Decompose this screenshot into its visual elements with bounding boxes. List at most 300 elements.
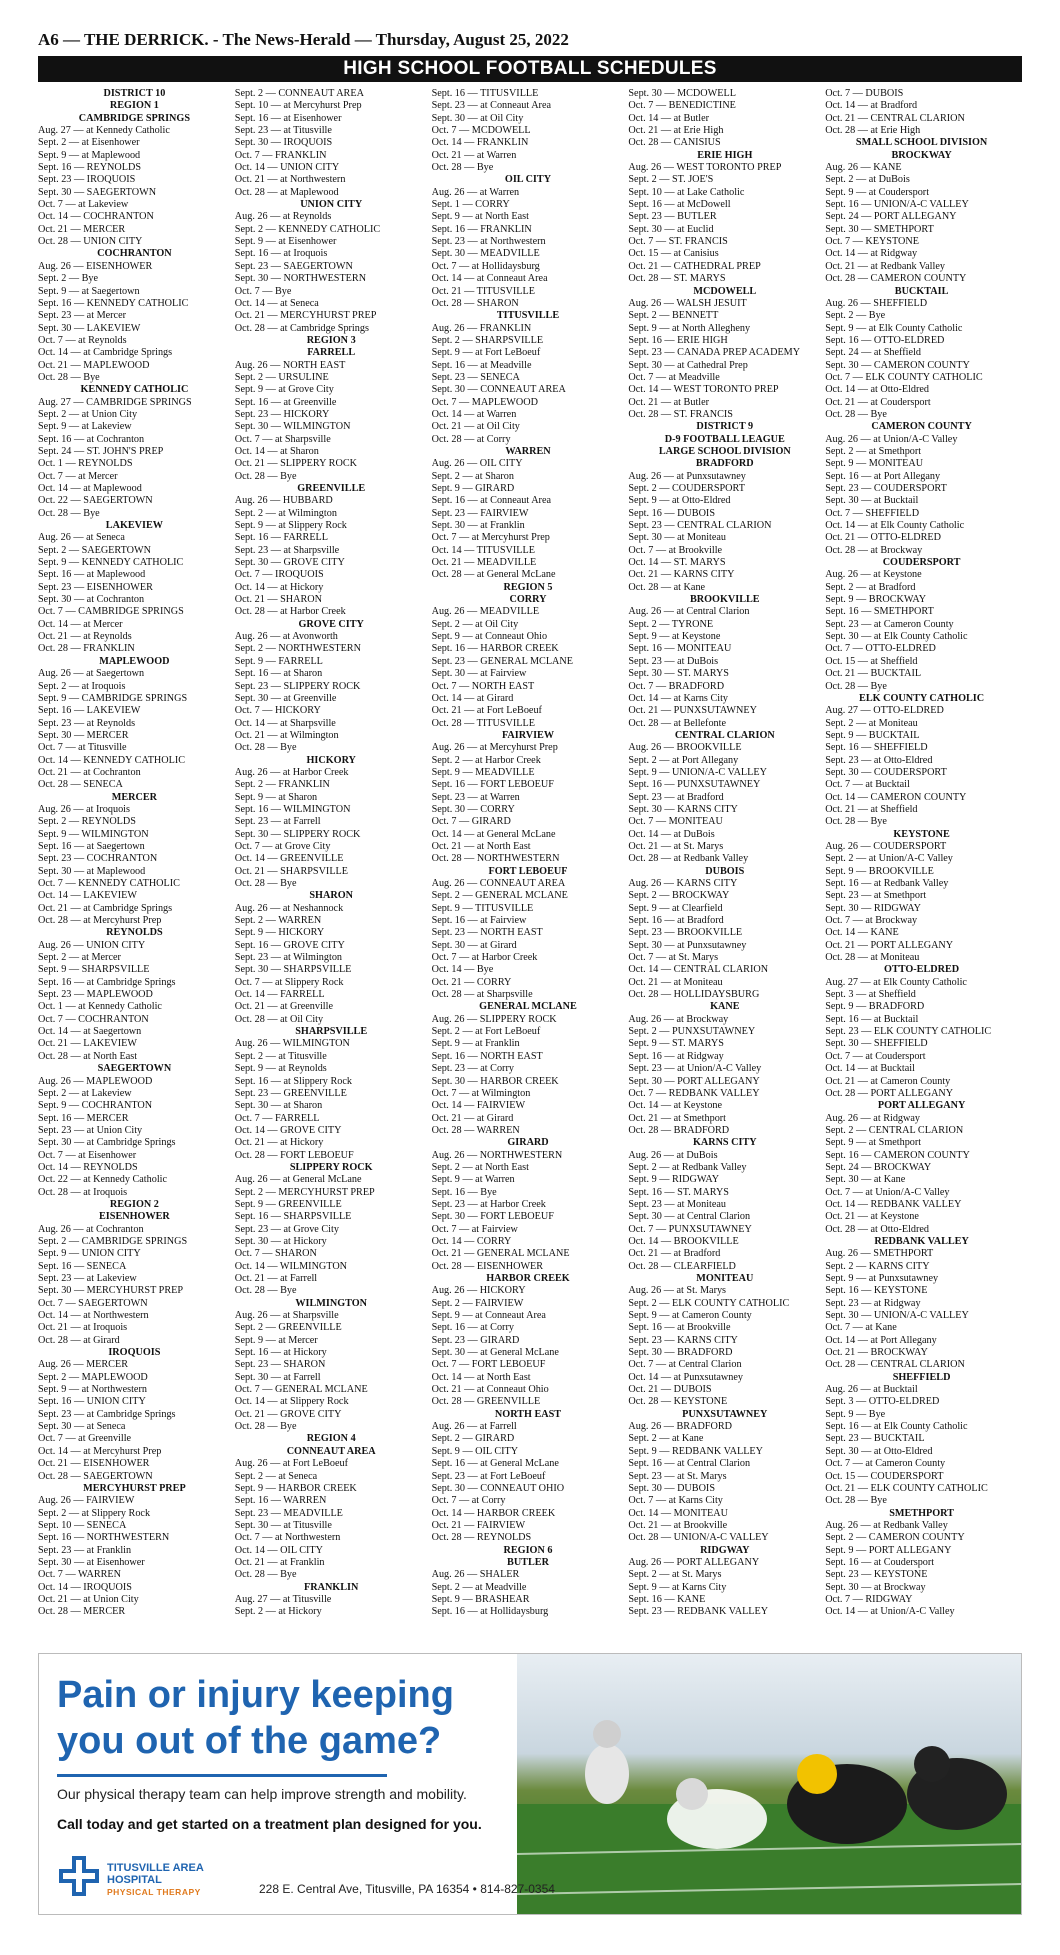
schedule-line: Oct. 14 — ST. MARYS	[628, 557, 726, 569]
schedule-heading: SLIPPERY ROCK	[289, 1161, 373, 1173]
schedule-heading: REDBANK VALLEY	[874, 1235, 969, 1247]
schedule-line: Oct. 7 — NORTH EAST	[431, 680, 535, 692]
schedule-line: Sept. 2 — at Meadville	[431, 1581, 527, 1593]
schedule-line: Oct. 14 — at General McLane	[431, 828, 556, 840]
schedule-line: Sept. 30 — CONNEAUT OHIO	[431, 1482, 565, 1494]
schedule-line: Sept. 9 — at Reynolds	[234, 1063, 327, 1075]
schedule-line: Sept. 9 — WILMINGTON	[38, 828, 149, 840]
schedule-line: Sept. 9 — OIL CITY	[431, 1445, 519, 1457]
schedule-line: Sept. 9 — Bye	[825, 1408, 886, 1420]
schedule-line: Aug. 26 — SHEFFIELD	[825, 297, 928, 309]
medical-cross-icon	[57, 1854, 101, 1898]
schedule-line: Sept. 16 — at Elk County Catholic	[825, 1421, 968, 1433]
schedule-heading: SHARON	[309, 890, 353, 902]
schedule-line: Oct. 7 — at St. Marys	[628, 952, 719, 964]
schedule-heading: PORT ALLEGANY	[877, 1100, 966, 1112]
schedule-heading: COCHRANTON	[97, 248, 172, 260]
schedule-line: Sept. 16 — NORTH EAST	[431, 1050, 543, 1062]
schedule-line: Aug. 26 — at Warren	[431, 186, 520, 198]
schedule-line: Aug. 26 — at Farrell	[431, 1421, 517, 1433]
ad-divider	[57, 1774, 387, 1777]
schedule-heading: LAKEVIEW	[105, 520, 163, 532]
schedule-line: Sept. 2 — CAMERON COUNTY	[825, 1532, 965, 1544]
schedule-line: Sept. 23 — SLIPPERY ROCK	[234, 680, 361, 692]
schedule-line: Sept. 9 — at Punxsutawney	[825, 1273, 939, 1284]
schedule-line: Oct. 28 — at Girard	[38, 1334, 120, 1346]
schedule-line: Oct. 28 — at Kane	[628, 581, 706, 593]
schedule-line: Oct. 7 — KEYSTONE	[825, 236, 919, 248]
schedule-line: Sept. 23 — IROQUOIS	[38, 174, 136, 186]
schedule-line: Aug. 26 — MERCER	[38, 1359, 128, 1371]
schedule-line: Oct. 14 — at Seneca	[234, 297, 319, 309]
schedule-line: Sept. 2 — at Union/A-C Valley	[825, 853, 953, 865]
section-banner: HIGH SCHOOL FOOTBALL SCHEDULES	[38, 56, 1022, 82]
schedule-heading: GIRARD	[507, 1137, 549, 1149]
schedule-line: Sept. 24 — at Sheffield	[825, 347, 921, 359]
schedule-line: Sept. 23 — at Union City	[38, 1124, 143, 1136]
schedule-line: Aug. 26 — at Brockway	[628, 1013, 729, 1025]
schedule-line: Oct. 28 — at Brockway	[825, 544, 923, 556]
schedule-line: Sept. 2 — at Harbor Creek	[431, 754, 541, 766]
schedule-line: Oct. 28 — at Moniteau	[825, 952, 920, 964]
schedule-line: Oct. 28 — at Redbank Valley	[628, 853, 749, 865]
schedule-line: Sept. 9 — KENNEDY CATHOLIC	[38, 557, 184, 569]
schedule-line: Sept. 9 — GIRARD	[431, 483, 515, 494]
schedule-line: Sept. 23 — GENERAL MCLANE	[431, 655, 573, 667]
schedule-line: Sept. 10 — at Mercyhurst Prep	[234, 100, 362, 112]
schedule-line: Oct. 7 — at Slippery Rock	[234, 976, 344, 988]
schedule-line: Oct. 21 — KARNS CITY	[628, 569, 735, 581]
schedule-line: Sept. 30 — at Brockway	[825, 1581, 926, 1593]
schedule-line: Sept. 9 — at Keystone	[628, 631, 721, 643]
schedule-line: Oct. 14 — at Northwestern	[38, 1310, 149, 1322]
schedule-line: Aug. 26 — EISENHOWER	[38, 260, 153, 272]
schedule-line: Sept. 16 — at Ridgway	[628, 1050, 724, 1062]
schedule-line: Sept. 9 — at Northwestern	[38, 1384, 147, 1396]
schedule-line: Oct. 21 — at Brookville	[628, 1519, 728, 1531]
schedule-line: Oct. 1 — REYNOLDS	[38, 458, 133, 470]
schedule-line: Sept. 2 — at Iroquois	[38, 680, 126, 692]
schedule-heading: HARBOR CREEK	[486, 1273, 570, 1284]
schedule-line: Sept. 2 — SHARPSVILLE	[431, 334, 544, 346]
schedule-line: Sept. 16 — REYNOLDS	[38, 162, 142, 174]
schedule-line: Sept. 16 — at Corry	[431, 1322, 514, 1334]
schedule-line: Oct. 14 — at Punxsutawney	[628, 1371, 743, 1383]
schedule-line: Aug. 26 — at Bucktail	[825, 1384, 918, 1396]
schedule-line: Oct. 28 — SHARON	[431, 297, 519, 309]
schedule-line: Sept. 23 — GREENVILLE	[234, 1087, 347, 1099]
schedule-line: Oct. 14 — at Keystone	[628, 1100, 723, 1112]
schedule-heading: REGION 3	[306, 334, 356, 346]
schedule-line: Sept. 23 — FAIRVIEW	[431, 507, 529, 519]
schedule-line: Sept. 9 — at Franklin	[431, 1038, 520, 1050]
schedule-line: Sept. 30 — at Central Clarion	[628, 1211, 751, 1223]
schedule-line: Oct. 7 — MCDOWELL	[431, 125, 531, 137]
schedule-line: Oct. 14 — KENNEDY CATHOLIC	[38, 754, 186, 766]
schedule-line: Sept. 23 — KEYSTONE	[825, 1569, 928, 1581]
schedule-line: Oct. 21 — at Reynolds	[38, 631, 132, 643]
schedule-line: Sept. 2 — WARREN	[234, 915, 322, 927]
schedule-line: Oct. 14 — CENTRAL CLARION	[628, 964, 769, 976]
schedule-heading: HICKORY	[306, 754, 356, 766]
schedule-line: Oct. 28 — Bye	[825, 1495, 887, 1507]
schedule-line: Oct. 28 — SAEGERTOWN	[38, 1470, 153, 1482]
schedule-line: Sept. 30 — at Girard	[431, 939, 517, 951]
schedule-line: Oct. 21 — CATHEDRAL PREP	[628, 260, 761, 272]
schedule-line: Sept. 30 — at Farrell	[234, 1371, 321, 1383]
schedule-line: Oct. 14 — at Bucktail	[825, 1063, 915, 1075]
schedule-line: Sept. 9 — at Conneaut Ohio	[431, 631, 548, 643]
schedule-line: Sept. 16 — LAKEVIEW	[38, 705, 141, 717]
schedule-line: Sept. 30 — COUDERSPORT	[825, 766, 947, 778]
schedule-line: Sept. 30 — at Cathedral Prep	[628, 359, 748, 371]
schedule-line: Oct. 21 — SHARON	[234, 594, 322, 606]
football-players-illustration	[517, 1654, 1022, 1915]
schedule-line: Sept. 30 — FORT LEBOEUF	[431, 1211, 554, 1223]
schedule-line: Sept. 30 — HARBOR CREEK	[431, 1075, 559, 1087]
schedule-line: Oct. 15 — at Sheffield	[825, 655, 918, 667]
schedule-line: Sept. 23 — at Lakeview	[38, 1273, 137, 1284]
schedule-line: Oct. 7 — at Central Clarion	[628, 1359, 742, 1371]
schedule-line: Sept. 9 — COCHRANTON	[38, 1100, 153, 1112]
schedule-line: Sept. 16 — UNION/A-C VALLEY	[825, 199, 969, 211]
schedule-line: Sept. 2 — at Lakeview	[38, 1087, 132, 1099]
schedule-line: Sept. 23 — NORTH EAST	[431, 927, 543, 939]
schedule-line: Sept. 16 — MERCER	[38, 1112, 129, 1124]
schedule-line: Oct. 28 — at Harbor Creek	[234, 606, 346, 618]
schedule-line: Sept. 30 — at Greenville	[234, 692, 337, 704]
schedule-heading: REGION 1	[109, 100, 159, 112]
schedule-line: Oct. 14 — OIL CITY	[234, 1544, 323, 1556]
schedule-line: Aug. 26 — at Central Clarion	[628, 606, 750, 618]
schedule-line: Aug. 26 — HUBBARD	[234, 495, 333, 507]
schedule-line: Oct. 7 — at Karns City	[628, 1495, 723, 1507]
hospital-name: TITUSVILLE AREA HOSPITAL	[107, 1862, 204, 1886]
schedule-heading: CORRY	[509, 594, 547, 606]
schedule-line: Oct. 14 — at Saegertown	[38, 1026, 142, 1038]
schedule-heading: SHEFFIELD	[892, 1371, 951, 1383]
schedule-line: Oct. 7 — PUNXSUTAWNEY	[628, 1223, 752, 1235]
schedule-line: Oct. 14 — UNION CITY	[234, 162, 340, 174]
schedule-heading: CAMBRIDGE SPRINGS	[78, 112, 191, 124]
schedule-line: Aug. 26 — FRANKLIN	[431, 322, 532, 334]
schedule-line: Oct. 14 — at Port Allegany	[825, 1334, 937, 1346]
schedule-line: Oct. 7 — GENERAL MCLANE	[234, 1384, 368, 1396]
schedule-line: Oct. 28 — Bye	[825, 680, 887, 692]
schedule-line: Oct. 21 — DUBOIS	[628, 1384, 712, 1396]
schedule-line: Oct. 28 — Bye	[234, 470, 297, 482]
schedule-line: Oct. 28 — BRADFORD	[628, 1124, 730, 1136]
schedule-line: Oct. 28 — Bye	[234, 878, 297, 889]
schedule-line: Sept. 9 — CAMBRIDGE SPRINGS	[38, 692, 188, 704]
schedule-line: Sept. 9 — MEADVILLE	[431, 766, 535, 778]
schedule-line: Oct. 21 — CENTRAL CLARION	[825, 112, 965, 124]
schedule-line: Oct. 7 — SAEGERTOWN	[38, 1297, 148, 1309]
schedule-line: Oct. 21 — at Bradford	[628, 1248, 721, 1260]
schedule-line: Sept. 9 — at Cameron County	[628, 1310, 752, 1322]
schedule-line: Oct. 28 — at General McLane	[431, 569, 556, 581]
schedule-line: Sept. 16 — at Greenville	[234, 396, 337, 408]
schedule-line: Oct. 28 — Bye	[234, 1285, 297, 1297]
schedule-line: Oct. 21 — at Moniteau	[628, 976, 723, 988]
schedule-line: Sept. 23 — HICKORY	[234, 408, 330, 420]
schedule-heading: BUCKTAIL	[894, 285, 949, 297]
schedule-line: Oct. 14 — MONITEAU	[628, 1507, 728, 1519]
schedule-heading: KENNEDY CATHOLIC	[80, 384, 189, 396]
schedule-line: Sept. 23 — at Otto-Eldred	[825, 754, 933, 766]
schedule-line: Oct. 28 — Bye	[234, 1421, 297, 1433]
ad-call-to-action: Call today and get started on a treatment plan designed for you.	[57, 1816, 482, 1832]
schedule-line: Oct. 21 — LAKEVIEW	[38, 1038, 138, 1050]
schedule-line: Sept. 9 — at Mercer	[234, 1334, 318, 1346]
schedule-line: Oct. 28 — CLEARFIELD	[628, 1260, 736, 1272]
schedule-line: Oct. 21 — CORRY	[431, 976, 512, 988]
schedule-line: Sept. 9 — at Karns City	[628, 1581, 727, 1593]
schedule-line: Sept. 23 — at Corry	[431, 1063, 514, 1075]
schedule-heading: EISENHOWER	[99, 1211, 170, 1223]
schedule-line: Sept. 16 — KEYSTONE	[825, 1285, 928, 1297]
football-photo	[517, 1654, 1022, 1915]
schedule-line: Oct. 28 — FORT LEBOEUF	[234, 1149, 354, 1161]
schedule-line: Oct. 21 — at Northwestern	[234, 174, 346, 186]
schedule-heading: MONITEAU	[696, 1273, 754, 1284]
schedule-line: Oct. 7 — at Bucktail	[825, 779, 910, 791]
schedule-line: Sept. 30 — at Titusville	[234, 1519, 332, 1531]
schedule-line: Sept. 24 — PORT ALLEGANY	[825, 211, 957, 223]
schedule-line: Oct. 28 — at Corry	[431, 433, 511, 445]
ad-headline: Pain or injury keeping you out of the game?	[57, 1674, 454, 1762]
schedule-line: Aug. 26 — WILMINGTON	[234, 1038, 350, 1050]
schedule-line: Aug. 26 — at Mercyhurst Prep	[431, 742, 558, 754]
schedule-line: Oct. 7 — at Titusville	[38, 742, 127, 754]
schedule-heading: DISTRICT 9	[696, 421, 754, 433]
schedule-line: Sept. 2 — at Moniteau	[825, 717, 918, 729]
schedule-line: Oct. 7 — at Mercyhurst Prep	[431, 532, 550, 544]
schedule-line: Oct. 14 — at Karns City	[628, 692, 728, 704]
schedule-line: Sept. 16 — at Meadville	[431, 359, 532, 371]
schedule-heading: DUBOIS	[705, 865, 745, 877]
schedule-heading: COUDERSPORT	[882, 557, 961, 569]
schedule-line: Oct. 21 — at Wilmington	[234, 729, 339, 741]
schedule-line: Oct. 21 — at Erie High	[628, 125, 724, 137]
schedule-line: Oct. 7 — FARRELL	[234, 1112, 320, 1124]
schedule-line: Oct. 7 — at Reynolds	[38, 334, 127, 346]
schedule-line: Oct. 7 — COCHRANTON	[38, 1013, 149, 1025]
schedule-line: Sept. 2 — at Fort LeBoeuf	[431, 1026, 541, 1038]
schedule-line: Sept. 30 — at Eisenhower	[38, 1556, 145, 1568]
schedule-line: Sept. 9 — at Warren	[431, 1174, 515, 1186]
schedule-line: Oct. 21 — PUNXSUTAWNEY	[628, 705, 757, 717]
schedule-line: Oct. 14 — at Slippery Rock	[234, 1396, 349, 1408]
schedule-line: Sept. 16 — at Maplewood	[38, 569, 146, 581]
schedule-line: Sept. 2 — at Mercer	[38, 952, 121, 964]
schedule-line: Oct. 21 — at St. Marys	[628, 840, 724, 852]
schedule-line: Oct. 21 — TITUSVILLE	[431, 285, 535, 297]
schedule-line: Aug. 26 — UNION CITY	[38, 939, 146, 951]
schedule-line: Sept. 23 — GIRARD	[431, 1334, 520, 1346]
schedule-line: Sept. 16 — UNION CITY	[38, 1396, 146, 1408]
schedule-line: Oct. 14 — at Elk County Catholic	[825, 520, 965, 532]
schedule-line: Sept. 23 — REDBANK VALLEY	[628, 1606, 769, 1618]
schedule-line: Sept. 16 — Bye	[431, 1186, 497, 1198]
schedule-line: Aug. 26 — at Neshannock	[234, 902, 344, 914]
schedule-heading: FARRELL	[307, 347, 356, 359]
schedule-line: Sept. 9 — HARBOR CREEK	[234, 1482, 357, 1494]
schedule-line: Sept. 2 — Bye	[38, 273, 98, 285]
schedule-line: Oct. 21 — MERCYHURST PREP	[234, 310, 377, 322]
schedule-line: Sept. 30 — at Oil City	[431, 112, 524, 124]
schedule-line: Oct. 21 — at Hickory	[234, 1137, 324, 1149]
schedule-heading: KEYSTONE	[893, 828, 950, 840]
schedule-line: Oct. 21 — BROCKWAY	[825, 1347, 928, 1359]
schedule-line: Oct. 21 — at Iroquois	[38, 1322, 128, 1334]
schedule-line: Sept. 16 — SHEFFIELD	[825, 742, 928, 754]
schedule-heading: CENTRAL CLARION	[674, 729, 775, 741]
schedule-line: Oct. 21 — at Smethport	[628, 1112, 727, 1124]
schedule-line: Sept. 2 — COUDERSPORT	[628, 483, 745, 494]
schedule-line: Oct. 14 — FRANKLIN	[431, 137, 529, 149]
schedule-line: Oct. 7 — BENEDICTINE	[628, 100, 736, 112]
schedule-line: Sept. 9 — at Fort LeBoeuf	[431, 347, 541, 359]
schedule-line: Sept. 2 — GREENVILLE	[234, 1322, 342, 1334]
column-2	[235, 88, 432, 1618]
schedule-line: Oct. 28 — Bye	[38, 371, 100, 383]
schedule-line: Aug. 26 — FAIRVIEW	[38, 1495, 135, 1507]
schedule-heading: CAMERON COUNTY	[871, 421, 972, 433]
schedule-line: Oct. 21 — at Cochranton	[38, 766, 141, 778]
schedule-line: Sept. 2 — FAIRVIEW	[431, 1297, 524, 1309]
schedule-line: Oct. 14 — at Mercyhurst Prep	[38, 1445, 162, 1457]
schedule-line: Sept. 30 — SHARPSVILLE	[234, 964, 352, 976]
schedule-heading: MAPLEWOOD	[99, 655, 170, 667]
schedule-line: Sept. 23 — SAEGERTOWN	[234, 260, 353, 272]
schedule-line: Sept. 16 — at Cochranton	[38, 433, 145, 445]
schedule-line: Oct. 7 — at Coudersport	[825, 1050, 926, 1062]
schedule-line: Oct. 21 — EISENHOWER	[38, 1458, 150, 1470]
schedule-line: Oct. 14 — HARBOR CREEK	[431, 1507, 556, 1519]
schedule-heading: REGION 5	[503, 581, 553, 593]
schedule-line: Sept. 2 — at Slippery Rock	[38, 1507, 151, 1519]
schedule-line: Oct. 14 — at Ridgway	[825, 248, 918, 260]
schedule-line: Aug. 26 — KANE	[825, 162, 902, 174]
schedule-line: Sept. 30 — at Cambridge Springs	[38, 1137, 176, 1149]
schedule-line: Sept. 2 — at DuBois	[825, 174, 910, 186]
schedule-heading: SMALL SCHOOL DIVISION	[855, 137, 988, 149]
schedule-line: Sept. 30 — BRADFORD	[628, 1347, 733, 1359]
schedule-line: Sept. 23 — KARNS CITY	[628, 1334, 738, 1346]
schedule-line: Sept. 9 — BUCKTAIL	[825, 729, 920, 741]
schedule-line: Sept. 23 — at Ridgway	[825, 1297, 921, 1309]
schedule-line: Oct. 21 — at Oil City	[431, 421, 520, 433]
schedule-heading: RIDGWAY	[700, 1544, 750, 1556]
schedule-heading: IROQUOIS	[108, 1347, 161, 1359]
schedule-line: Sept. 23 — COCHRANTON	[38, 853, 158, 865]
schedule-line: Sept. 30 — MCDOWELL	[628, 88, 736, 99]
schedule-line: Sept. 2 — FRANKLIN	[234, 779, 330, 791]
schedule-line: Sept. 16 — PUNXSUTAWNEY	[628, 779, 761, 791]
schedule-line: Aug. 26 — MAPLEWOOD	[38, 1075, 153, 1087]
schedule-line: Aug. 26 — at Seneca	[38, 532, 125, 544]
schedule-line: Sept. 16 — at Sharon	[234, 668, 323, 680]
schedule-line: Sept. 30 — MEADVILLE	[431, 248, 540, 260]
schedule-line: Sept. 16 — at General McLane	[431, 1458, 559, 1470]
schedule-line: Oct. 7 — BRADFORD	[628, 680, 725, 692]
schedule-line: Aug. 26 — at Punxsutawney	[628, 470, 746, 482]
schedule-line: Sept. 30 — at Fairview	[431, 668, 527, 680]
schedule-line: Oct. 21 — at Conneaut Ohio	[431, 1384, 549, 1396]
schedule-line: Sept. 24 — BROCKWAY	[825, 1161, 932, 1173]
schedule-line: Aug. 26 — COUDERSPORT	[825, 840, 947, 852]
schedule-line: Sept. 30 — IROQUOIS	[234, 137, 333, 149]
schedule-line: Sept. 30 — at Maplewood	[38, 865, 146, 877]
schedule-heading: REYNOLDS	[106, 927, 163, 939]
schedule-heading: GROVE CITY	[298, 618, 364, 630]
schedule-line: Oct. 28 — NORTHWESTERN	[431, 853, 560, 865]
schedule-line: Sept. 30 — at Cochranton	[38, 594, 145, 606]
schedule-line: Sept. 2 — PUNXSUTAWNEY	[628, 1026, 756, 1038]
schedule-line: Oct. 14 — at Conneaut Area	[431, 273, 548, 285]
schedule-line: Sept. 2 — BROCKWAY	[628, 890, 730, 902]
schedule-line: Oct. 28 — at Maplewood	[234, 186, 339, 198]
schedule-line: Sept. 23 — at Mercer	[38, 310, 126, 322]
schedule-line: Sept. 2 — SAEGERTOWN	[38, 544, 151, 556]
schedule-line: Aug. 26 — at St. Marys	[628, 1285, 727, 1297]
schedule-line: Sept. 9 — BROCKWAY	[825, 594, 927, 606]
schedule-line: Sept. 16 — SENECA	[38, 1260, 127, 1272]
schedule-line: Oct. 21 — at Greenville	[234, 1001, 333, 1013]
schedule-line: Oct. 28 — at Otto-Eldred	[825, 1223, 930, 1235]
schedule-line: Sept. 23 — at Conneaut Area	[431, 100, 551, 112]
ad-body-text: Our physical therapy team can help improve strength and mobility.	[57, 1786, 467, 1802]
schedule-line: Sept. 3 — OTTO-ELDRED	[825, 1396, 940, 1408]
schedule-line: Aug. 26 — OIL CITY	[431, 458, 523, 470]
schedule-heading: BRADFORD	[695, 458, 754, 470]
schedule-line: Sept. 30 — at Hickory	[234, 1235, 327, 1247]
schedule-line: Sept. 23 — at Sharpsville	[234, 544, 340, 556]
schedule-line: Sept. 30 — at Franklin	[431, 520, 525, 532]
schedule-line: Sept. 16 — at Eisenhower	[234, 112, 342, 124]
schedule-line: Sept. 9 — at Otto-Eldred	[628, 495, 731, 507]
schedule-line: Sept. 30 — GROVE CITY	[234, 557, 345, 569]
schedule-line: Oct. 28 — EISENHOWER	[431, 1260, 544, 1272]
schedule-line: Oct. 28 — FRANKLIN	[38, 643, 135, 655]
schedule-heading: TITUSVILLE	[496, 310, 560, 322]
schedule-heading: PUNXSUTAWNEY	[682, 1408, 768, 1420]
schedule-line: Oct. 28 — at Bellefonte	[628, 717, 726, 729]
schedule-line: Oct. 28 — REYNOLDS	[431, 1532, 532, 1544]
schedule-line: Sept. 23 — at St. Marys	[628, 1470, 727, 1482]
schedule-line: Sept. 16 — ST. MARYS	[628, 1186, 729, 1198]
schedule-line: Sept. 30 — DUBOIS	[628, 1482, 715, 1494]
schedule-line: Oct. 7 — IROQUOIS	[234, 569, 324, 581]
schedule-line: Aug. 26 — SMETHPORT	[825, 1248, 934, 1260]
schedule-line: Sept. 9 — HICKORY	[234, 927, 325, 939]
schedule-heading: ELK COUNTY CATHOLIC	[859, 692, 985, 704]
schedule-line: Sept. 16 — at Bradford	[628, 915, 724, 927]
schedule-line: Sept. 16 — DUBOIS	[628, 507, 715, 519]
schedule-line: Oct. 14 — at DuBois	[628, 828, 715, 840]
schedule-line: Sept. 2 — at Seneca	[234, 1470, 318, 1482]
schedule-line: Oct. 14 — CAMERON COUNTY	[825, 791, 967, 803]
schedule-line: Oct. 7 — at Sharpsville	[234, 433, 331, 445]
schedule-line: Sept. 16 — FORT LEBOEUF	[431, 779, 554, 791]
schedule-line: Sept. 2 — at Titusville	[234, 1050, 327, 1062]
schedule-line: Sept. 9 — SHARPSVILLE	[38, 964, 150, 976]
schedule-line: Oct. 14 — GREENVILLE	[234, 853, 344, 865]
schedule-line: Sept. 23 — at DuBois	[628, 655, 719, 667]
schedule-line: Sept. 30 — SMETHPORT	[825, 223, 934, 235]
schedule-line: Sept. 9 — FARRELL	[234, 655, 323, 667]
